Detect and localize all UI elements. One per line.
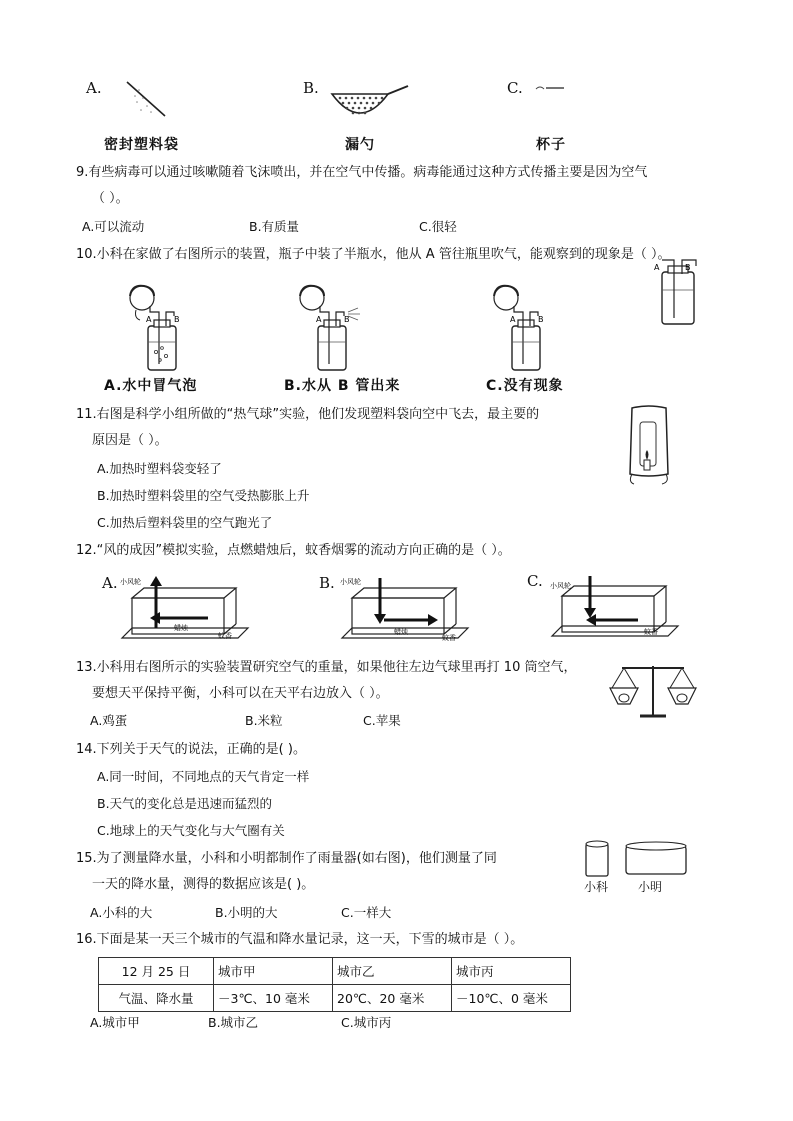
q9-option-a[interactable]: A.可以流动 <box>82 219 145 234</box>
table-row <box>99 985 571 1012</box>
q14-option-c[interactable]: C.地球上的天气变化与大气圈有关 <box>97 823 285 838</box>
rain-gauge-label-xiaoming: 小明 <box>638 880 663 894</box>
weather-record-table <box>98 957 571 1012</box>
table-cell: 20℃、20 毫米 <box>333 985 452 1012</box>
table-cell: －10℃、0 毫米 <box>452 985 571 1012</box>
table-cell: －3℃、10 毫米 <box>214 985 333 1012</box>
q12-c-fan-label: 小风轮 <box>550 582 571 590</box>
q10-label-b: B <box>685 263 691 272</box>
svg-text:B: B <box>174 315 180 324</box>
q12-a-fan-label: 小风轮 <box>120 578 141 586</box>
q12-b-fan-label: 小风轮 <box>340 578 361 586</box>
cup-image <box>534 84 566 94</box>
strainer-spoon-image <box>330 84 410 124</box>
q13-stem-line1: 13.小科用右图所示的实验装置研究空气的重量，如果他往左边气球里再打 10 筒空气， <box>76 660 577 675</box>
q8-caption-a: 密封塑料袋 <box>104 137 179 153</box>
q14-stem-line1: 14.下列关于天气的说法，正确的是( )。 <box>76 742 306 757</box>
table-row <box>99 958 571 985</box>
q8-option-b-letter: B. <box>303 79 319 97</box>
q12-option-c-letter[interactable]: C. <box>527 572 543 590</box>
q10-option-c-figure <box>486 282 556 372</box>
q9-option-c[interactable]: C.很轻 <box>419 219 457 234</box>
q10-option-b[interactable]: B.水从 B 管出来 <box>284 378 401 394</box>
q10-stem-line1: 10.小科在家做了右图所示的装置，瓶子中装了半瓶水，他从 A 管往瓶里吹气，能观察到的现象是（ ）。 <box>76 247 671 262</box>
q12-option-b-letter[interactable]: B. <box>319 574 335 592</box>
table-cell: 气温、降水量 <box>99 985 214 1012</box>
table-cell: 城市丙 <box>452 958 571 985</box>
q12-b-incense-label: 蚊香 <box>442 634 456 642</box>
q16-option-c[interactable]: C.城市丙 <box>341 1015 392 1030</box>
q11-stem-line1: 11.右图是科学小组所做的“热气球”实验，他们发现塑料袋向空中飞去，最主要的 <box>76 407 540 422</box>
q15-option-c[interactable]: C.一样大 <box>341 905 392 920</box>
q12-option-a-diagram <box>118 576 254 646</box>
q13-option-c[interactable]: C.苹果 <box>363 713 401 728</box>
q13-stem-line2: 要想天平保持平衡，小科可以在天平右边放入（ ）。 <box>92 686 389 701</box>
q15-stem-line2: 一天的降水量，测得的数据应该是( )。 <box>92 877 315 892</box>
q14-option-b[interactable]: B.天气的变化总是迅速而猛烈的 <box>97 796 273 811</box>
q11-option-c[interactable]: C.加热后塑料袋里的空气跑光了 <box>97 515 273 530</box>
table-cell: 城市甲 <box>214 958 333 985</box>
q11-option-b[interactable]: B.加热时塑料袋里的空气受热膨胀上升 <box>97 488 310 503</box>
q9-stem-line1: 9.有些病毒可以通过咳嗽随着飞沫喷出，并在空气中传播。病毒能通过这种方式传播主要是因为空气 <box>76 165 648 180</box>
q8-caption-c: 杯子 <box>536 137 566 153</box>
svg-text:A: A <box>146 315 152 324</box>
q12-option-b-diagram <box>338 576 474 646</box>
q10-option-c[interactable]: C.没有现象 <box>486 378 564 394</box>
q16-option-b[interactable]: B.城市乙 <box>208 1015 259 1030</box>
svg-text:A: A <box>316 315 322 324</box>
q15-stem-line1: 15.为了测量降水量，小科和小明都制作了雨量器(如右图)，他们测量了同 <box>76 851 497 866</box>
q15-option-b[interactable]: B.小明的大 <box>215 905 278 920</box>
q12-c-incense-label: 蚊香 <box>644 628 658 636</box>
q13-option-a[interactable]: A.鸡蛋 <box>90 713 128 728</box>
q11-option-a[interactable]: A.加热时塑料袋变轻了 <box>97 461 222 476</box>
svg-text:B: B <box>538 315 544 324</box>
q13-option-b[interactable]: B.米粒 <box>245 713 283 728</box>
q15-option-a[interactable]: A.小科的大 <box>90 905 153 920</box>
rain-gauge-label-xiaoke: 小科 <box>584 880 609 894</box>
table-cell: 城市乙 <box>333 958 452 985</box>
q9-stem-line2: （ ）。 <box>92 191 129 206</box>
balance-scale-image <box>608 662 698 722</box>
q12-option-c-diagram <box>548 574 684 644</box>
q12-a-incense-label: 蚊香 <box>218 632 232 640</box>
svg-text:B: B <box>344 315 350 324</box>
sealed-plastic-bag-image <box>125 80 175 120</box>
q8-caption-b: 漏勺 <box>345 137 375 153</box>
q10-option-a[interactable]: A.水中冒气泡 <box>104 378 198 394</box>
q14-option-a[interactable]: A.同一时间，不同地点的天气肯定一样 <box>97 769 310 784</box>
svg-text:A: A <box>510 315 516 324</box>
q12-a-candle-label: 蜡烛 <box>174 624 188 632</box>
q9-option-b[interactable]: B.有质量 <box>249 219 300 234</box>
q10-apparatus-image <box>652 256 702 328</box>
q12-b-candle-label: 蜡烛 <box>394 628 408 636</box>
q12-option-a-letter[interactable]: A. <box>102 574 118 592</box>
table-cell: 12 月 25 日 <box>99 958 214 985</box>
q12-stem-line1: 12.“风的成因”模拟实验，点燃蜡烛后，蚊香烟雾的流动方向正确的是（ ）。 <box>76 543 511 558</box>
q10-label-a: A <box>654 263 660 272</box>
q10-option-a-figure <box>122 282 192 372</box>
q16-option-a[interactable]: A.城市甲 <box>90 1015 140 1030</box>
q10-option-b-figure <box>292 282 372 372</box>
hot-air-balloon-image <box>622 404 674 486</box>
q11-stem-line2: 原因是（ ）。 <box>92 433 168 448</box>
q8-option-a-letter: A. <box>86 79 102 97</box>
rain-gauges-image <box>582 838 692 878</box>
q8-option-c-letter: C. <box>507 79 523 97</box>
q16-stem-line1: 16.下面是某一天三个城市的气温和降水量记录，这一天，下雪的城市是（ ）。 <box>76 932 524 947</box>
